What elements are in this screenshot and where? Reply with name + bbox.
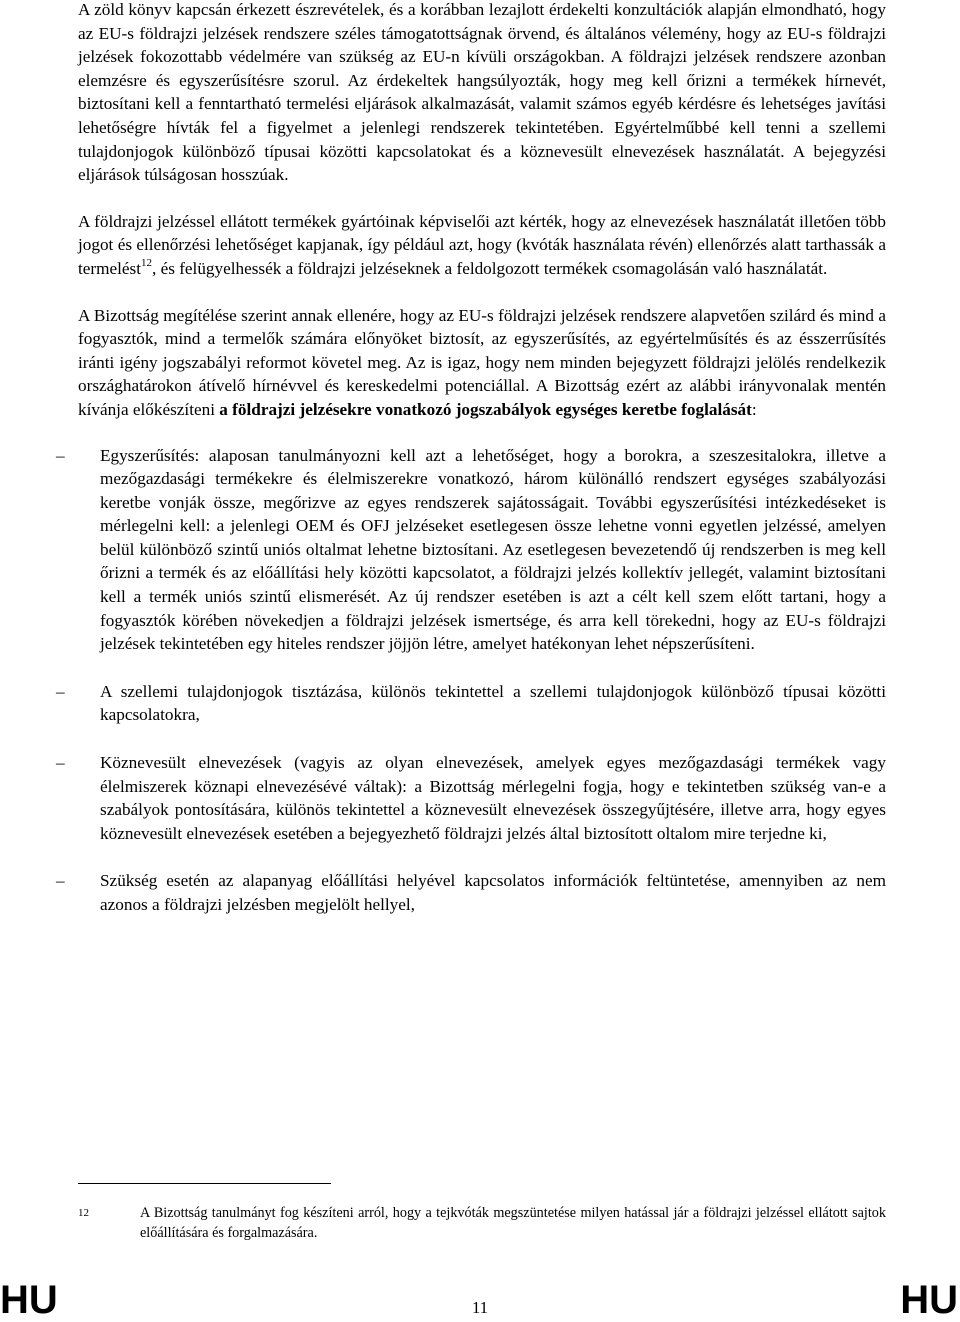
paragraph-feedback — [78, 0, 886, 187]
list-item — [56, 751, 886, 845]
language-code-left: HU — [0, 1278, 58, 1322]
list-item-text: Szükség esetén az alapanyag előállítási helyével kapcsolatos információk feltüntetése, amennyiben az nem azonos a földrajzi jelzésben megjelölt hellyel, — [100, 871, 886, 914]
paragraph-text: A földrajzi jelzéssel ellátott termékek gyártóinak képviselői azt kérték, hogy az elnevezések használatát illetően több jogot és ellenőrzési lehetőséget kapjanak, így például azt, hogy (kvóták használata révén) ellenőrzés alatt tarthassák a termelést — [78, 211, 886, 278]
footnote-reference[interactable]: 12 — [141, 256, 152, 269]
footnote-number: 12 — [78, 1207, 89, 1219]
dash-bullet: – — [56, 445, 65, 465]
document-page — [56, 0, 886, 941]
page-number: 11 — [471, 1298, 489, 1317]
list-item-text: Köznevesült elnevezések (vagyis az olyan elnevezések, amelyek egyes mezőgazdasági termékek vagy élelmiszerek köznapi elnevezésévé váltak): a Bizottság mérlegelni fogja, hogy e tekintetben szükség van-e a szabályok pontosítására, különös tekintettel a köznevesült elnevezések összegyűjtésére, illetve arra, hogy egyes köznevesült elnevezések esetében a bejegyezhető földrajzi jelzés által biztosított oltalom mire terjedne ki, — [100, 753, 886, 843]
paragraph-text: , és felügyelhessék a földrajzi jelzéseknek a feldolgozott termékek csomagolásán való használatát. — [152, 258, 828, 278]
paragraph-text: A Bizottság megítélése szerint annak ellenére, hogy az EU-s földrajzi jelzések rendszere alapvetően szilárd és mind a fogyasztók, mind a termelők számára előnyöket biztosít, az egyszerűsítés, az egyértelműsítés és az ésszerrűsítés iránti igény jogszabályi reformot követel meg. Az is igaz, hogy nem minden bejegyzett földrajzi jelölés rendelkezik országhatárokon átívelő hírnévvel és kereskedelmi potenciállal. A Bizottság ezért az alábbi irányvonalak mentén kívánja előkészíteni — [78, 305, 886, 419]
list-item — [56, 680, 886, 727]
paragraph-commission — [78, 304, 886, 422]
bold-emphasis: a földrajzi jelzésekre vonatkozó jogszabályok egységes keretbe foglalását — [219, 399, 752, 419]
paragraph-text: A zöld könyv kapcsán érkezett észrevételek, és a korábban lezajlott érdekelti konzultációk alapján elmondható, hogy az EU-s földrajzi jelzések rendszere széles támogatottságnak örvend, és általános vélemény, hogy az EU-s földrajzi jelzések fokozottabb védelmére van szükség az EU-n kívüli országokban. A földrajzi jelzések rendszere azonban elemzésre és egyszerűsítésre szorul. Az érdekeltek hangsúlyozták, hogy meg kell őrizni a termékek hírnevét, biztosítani kell a fenntartható termelési eljárások alkalmazását, valamit számos egyéb kérdésre és lehetséges javítási lehetőségre hívták fel a figyelmet a jelenlegi rendszerek tekintetében. Egyértelműbbé kell tenni a szellemi tulajdonjogok különböző típusai közötti kapcsolatokat és a köznevesült elnevezések használatát. A bejegyzési eljárások túlságosan hosszúak. — [78, 0, 886, 185]
dash-bullet: – — [56, 871, 65, 891]
list-item-text: A szellemi tulajdonjogok tisztázása, különös tekintettel a szellemi tulajdonjogok különböző típusai közötti kapcsolatokra, — [100, 681, 886, 725]
footnote — [78, 1203, 886, 1243]
list-item — [56, 869, 886, 916]
guideline-list — [56, 444, 886, 917]
dash-bullet: – — [56, 681, 65, 701]
footnote-separator — [78, 1183, 331, 1184]
paragraph-producers — [78, 210, 886, 281]
footnote-text: A Bizottság tanulmányt fog készíteni arról, hogy a tejkvóták megszüntetése milyen hatással jár a földrajzi jelzéssel ellátott sajtok előállítására és forgalmazására. — [140, 1205, 886, 1241]
list-item-text: Egyszerűsítés: alaposan tanulmányozni kell azt a lehetőséget, hogy a borokra, a szeszesitalokra, illetve a mezőgazdasági termékekre és élelmiszerekre vonatkozó, három különálló rendszert egységes szabályozási keretbe vonják össze, megőrizve az egyes rendszerek sajátosságait. További egyszerűsítési intézkedéseket is mérlegelni kell: a jelenlegi OEM és OFJ jelzéseket esetlegesen össze lehetne vonni egyetlen jelzéssé, amelyen belül különböző szintű uniós oltalmat lehetne biztosítani. Az esetlegesen bevezetendő új rendszerben is meg kell őrizni a termék és az előállítási hely közötti kapcsolatot, a földrajzi jelzés kollektív jellegét, valamint biztosítani kell a termék uniós szintű elismerését. Az új rendszer esetében is azt a célt kell szem előtt tartani, hogy a fogyasztók körében növekedjen a földrajzi jelzések ismertsége, és arra kell törekedni, hogy az EU-s földrajzi jelzések tekintetében egy hiteles rendszer jöjjön létre, amelyet hatékonyan lehet népszerűsíteni. — [100, 445, 886, 654]
dash-bullet: – — [56, 753, 65, 773]
list-item — [56, 444, 886, 656]
paragraph-text: : — [751, 399, 757, 419]
language-code-right: HU — [900, 1278, 958, 1322]
